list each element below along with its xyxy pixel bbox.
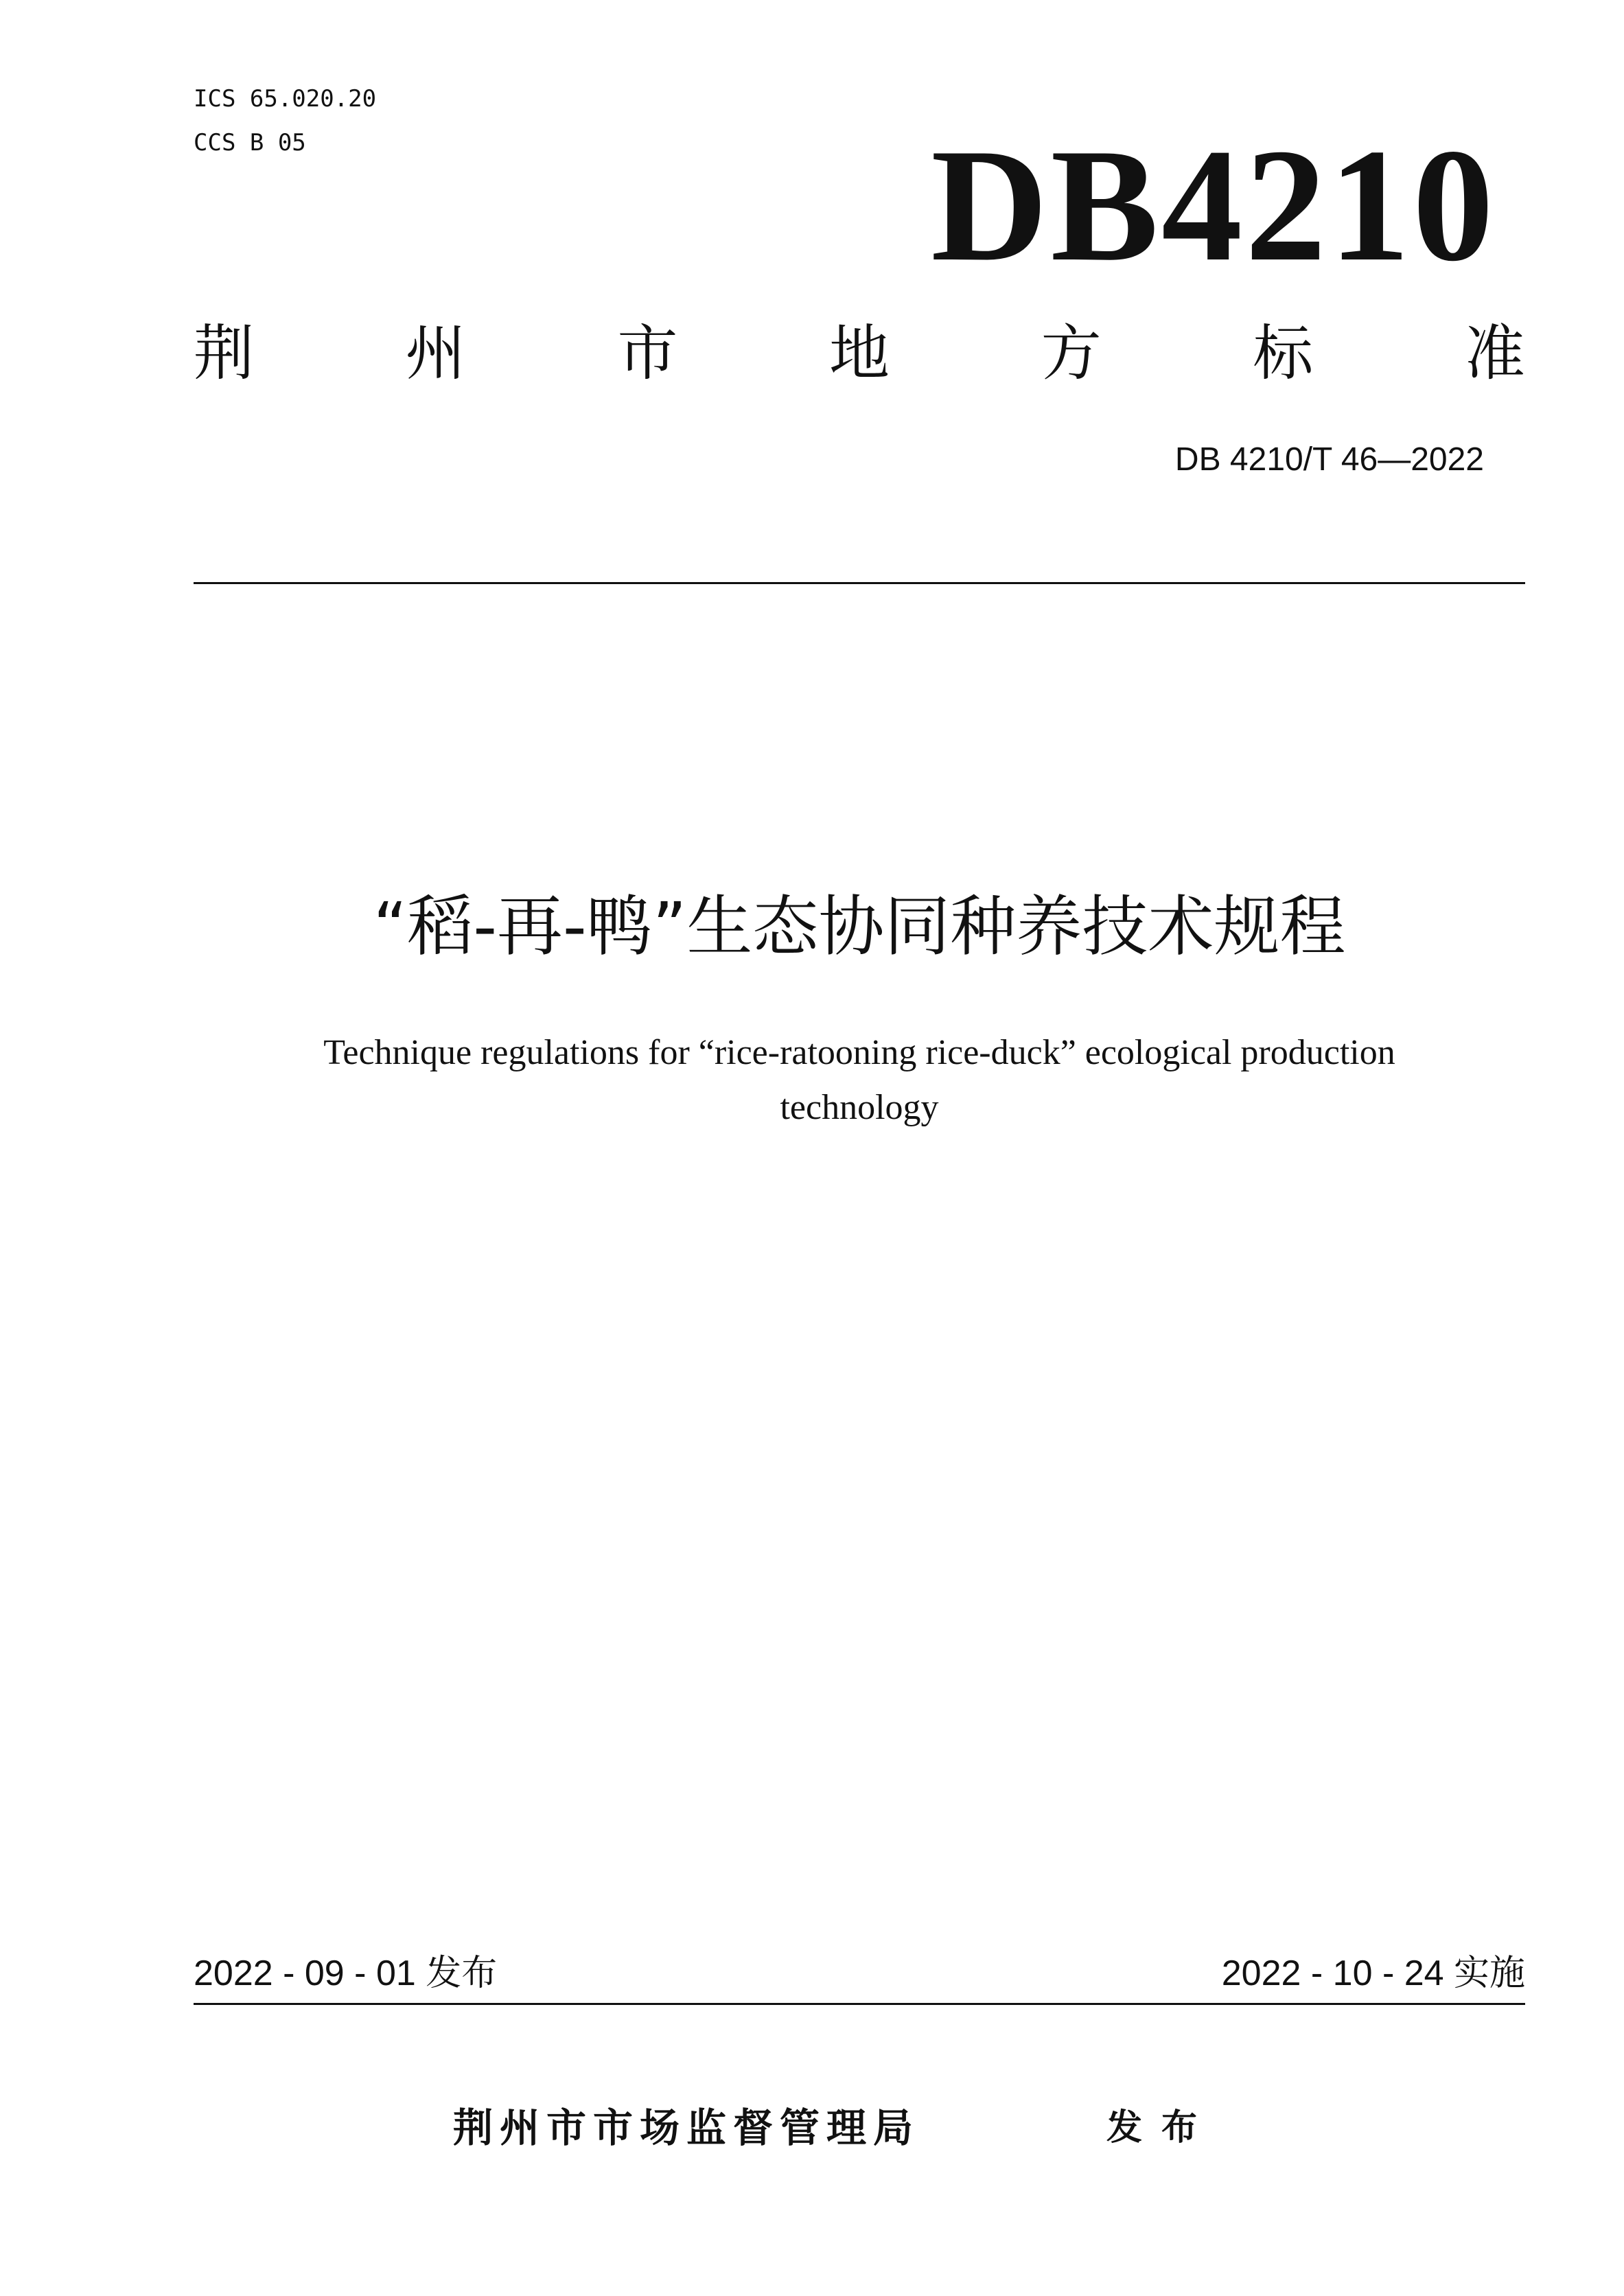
publisher-action: 发布 bbox=[1106, 2107, 1217, 2148]
standard-type-char: 标 bbox=[1253, 318, 1314, 389]
document-title-english bbox=[194, 1025, 1525, 1135]
standard-code-logo: DB4210 bbox=[931, 116, 1496, 295]
implementation-date: 2022 - 10 - 24 实施 bbox=[1221, 1953, 1525, 1993]
english-title-line: technology bbox=[780, 1088, 939, 1127]
standard-type-char: 州 bbox=[405, 318, 466, 389]
header-divider bbox=[194, 582, 1525, 584]
standard-number: DB 4210/T 46—2022 bbox=[1174, 441, 1484, 478]
document-title-chinese: “稻-再-鸭”生态协同种养技术规程 bbox=[373, 888, 1346, 965]
standard-type-char: 市 bbox=[617, 318, 678, 389]
publisher-name: 荆州市市场监督管理局 bbox=[453, 2104, 920, 2151]
standard-type-char: 方 bbox=[1041, 318, 1102, 389]
english-title-line: Technique regulations for “rice-ratooning rice-duck” ecological production bbox=[323, 1033, 1395, 1072]
footer-divider bbox=[194, 2003, 1525, 2005]
standard-type-char: 地 bbox=[828, 318, 890, 389]
ccs-code: CCS B 05 bbox=[194, 129, 306, 156]
standard-type-char: 准 bbox=[1464, 318, 1525, 389]
standard-type-heading bbox=[194, 316, 1525, 391]
standard-type-char: 荆 bbox=[194, 318, 255, 389]
publish-date: 2022 - 09 - 01 发布 bbox=[194, 1953, 498, 1993]
ics-code: ICS 65.020.20 bbox=[194, 85, 377, 113]
